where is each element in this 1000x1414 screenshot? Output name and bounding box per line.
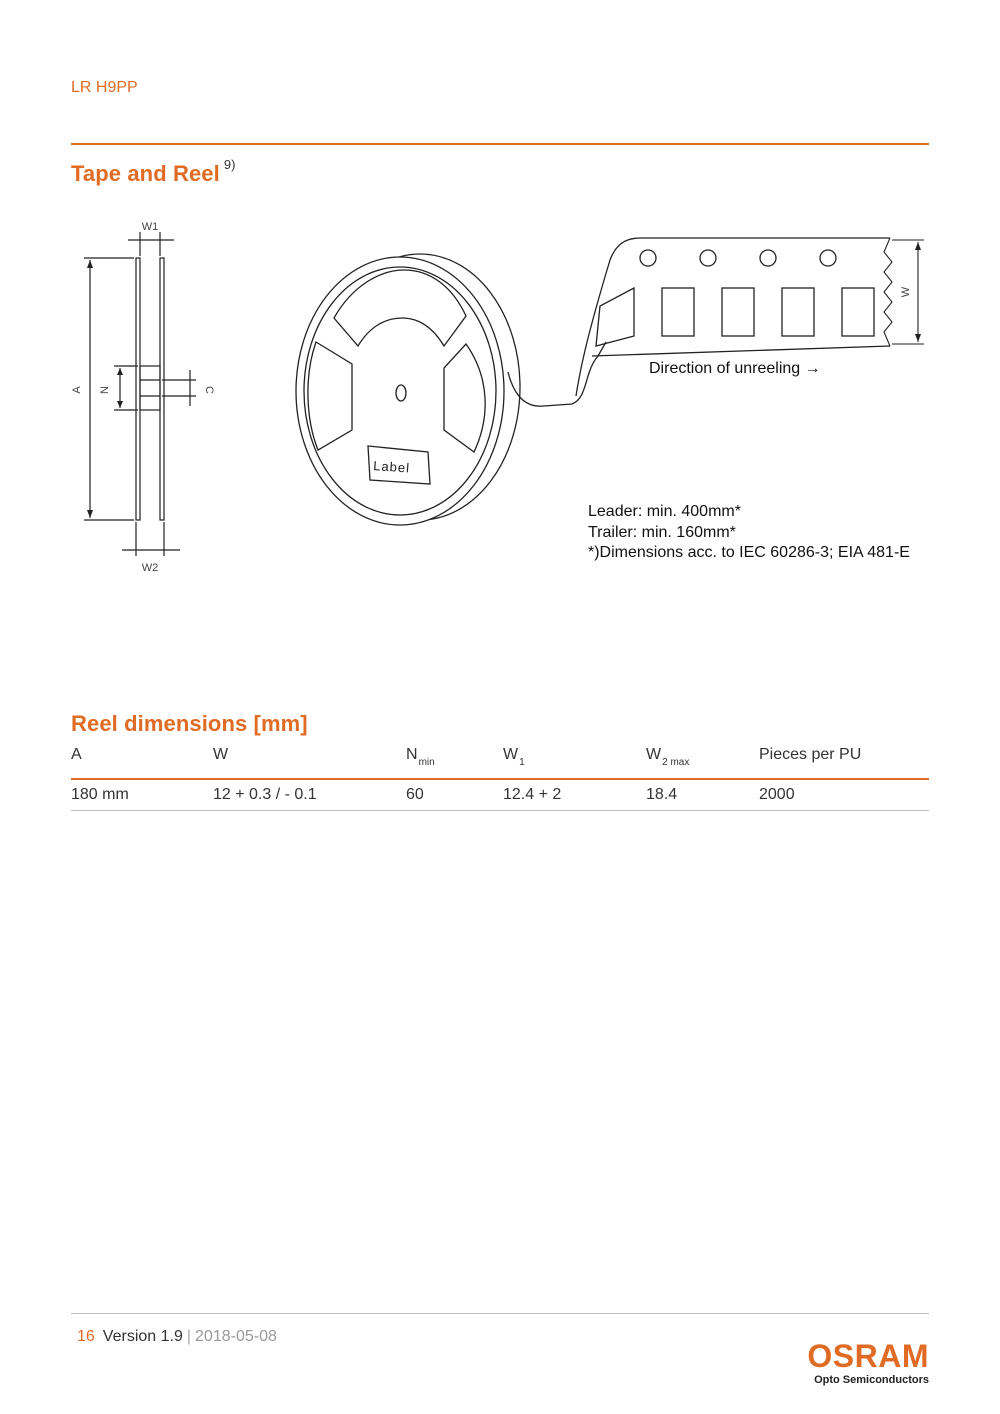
release-date: 2018-05-08 (195, 1328, 277, 1345)
label-c: C (203, 386, 215, 394)
label-n: N (99, 386, 111, 394)
osram-logo (807, 1340, 929, 1386)
reel-perspective-view (296, 238, 890, 525)
tape-reel-drawing (0, 200, 1000, 600)
col-header-w: W (213, 746, 229, 763)
page-number: 16 (77, 1328, 95, 1345)
reel-dimensions-heading: Reel dimensions [mm] (71, 711, 308, 736)
label-w: W (900, 286, 912, 298)
col-header-pieces: Pieces per PU (759, 746, 862, 763)
direction-of-unreeling: Direction of unreeling → (649, 360, 821, 377)
cell-w2: 18.4 (646, 786, 678, 803)
tape-and-reel-heading (71, 157, 236, 187)
footer (77, 1328, 277, 1346)
col-header-w2: $W_{2 max}$ (646, 746, 690, 768)
footer-rule (71, 1313, 929, 1314)
tape-first-pocket (596, 288, 634, 346)
col-header-w1: $W_1$ (503, 746, 525, 768)
cell-a: 180 mm (71, 786, 129, 803)
tape-sprocket-holes (640, 250, 836, 266)
cell-n: 60 (406, 786, 424, 803)
cell-w: 12 + 0.3 / - 0.1 (213, 786, 317, 803)
tape-pockets (662, 288, 874, 336)
label-w1: W1 (141, 221, 159, 233)
label-a: A (71, 386, 83, 394)
reel-front-flange (296, 257, 504, 525)
cell-w1: 12.4 + 2 (503, 786, 562, 803)
note-dimensions: *)Dimensions acc. to IEC 60286-3; EIA 481-E (588, 544, 910, 561)
logo-tagline: Opto Semiconductors (814, 1374, 929, 1386)
footer-separator: | (186, 1328, 192, 1345)
footnote-ref: 9) (223, 157, 236, 172)
table-row-rule (71, 810, 929, 811)
col-header-a: A (71, 746, 82, 763)
document-id: LR H9PP (71, 79, 138, 96)
table-row (71, 742, 929, 803)
tape-and-reel-title: Tape and Reel (71, 161, 220, 186)
table-header-rule (71, 778, 929, 780)
note-leader: Leader: min. 400mm* (588, 503, 741, 520)
reel-hub (140, 366, 160, 410)
reel-flange-left (136, 258, 140, 520)
reel-label-text: Label (372, 458, 411, 476)
col-header-n: $N_{min}$ (406, 746, 435, 768)
reel-flange-right (160, 258, 164, 520)
cell-pieces: 2000 (759, 786, 795, 803)
logo-brand: OSRAM (807, 1338, 929, 1374)
reel-dimensions-table (71, 742, 929, 803)
note-trailer: Trailer: min. 160mm* (588, 524, 736, 541)
tape-leader (508, 342, 606, 406)
header-rule (71, 143, 929, 145)
label-w2: W2 (141, 562, 159, 574)
version: Version 1.9 (102, 1328, 183, 1345)
